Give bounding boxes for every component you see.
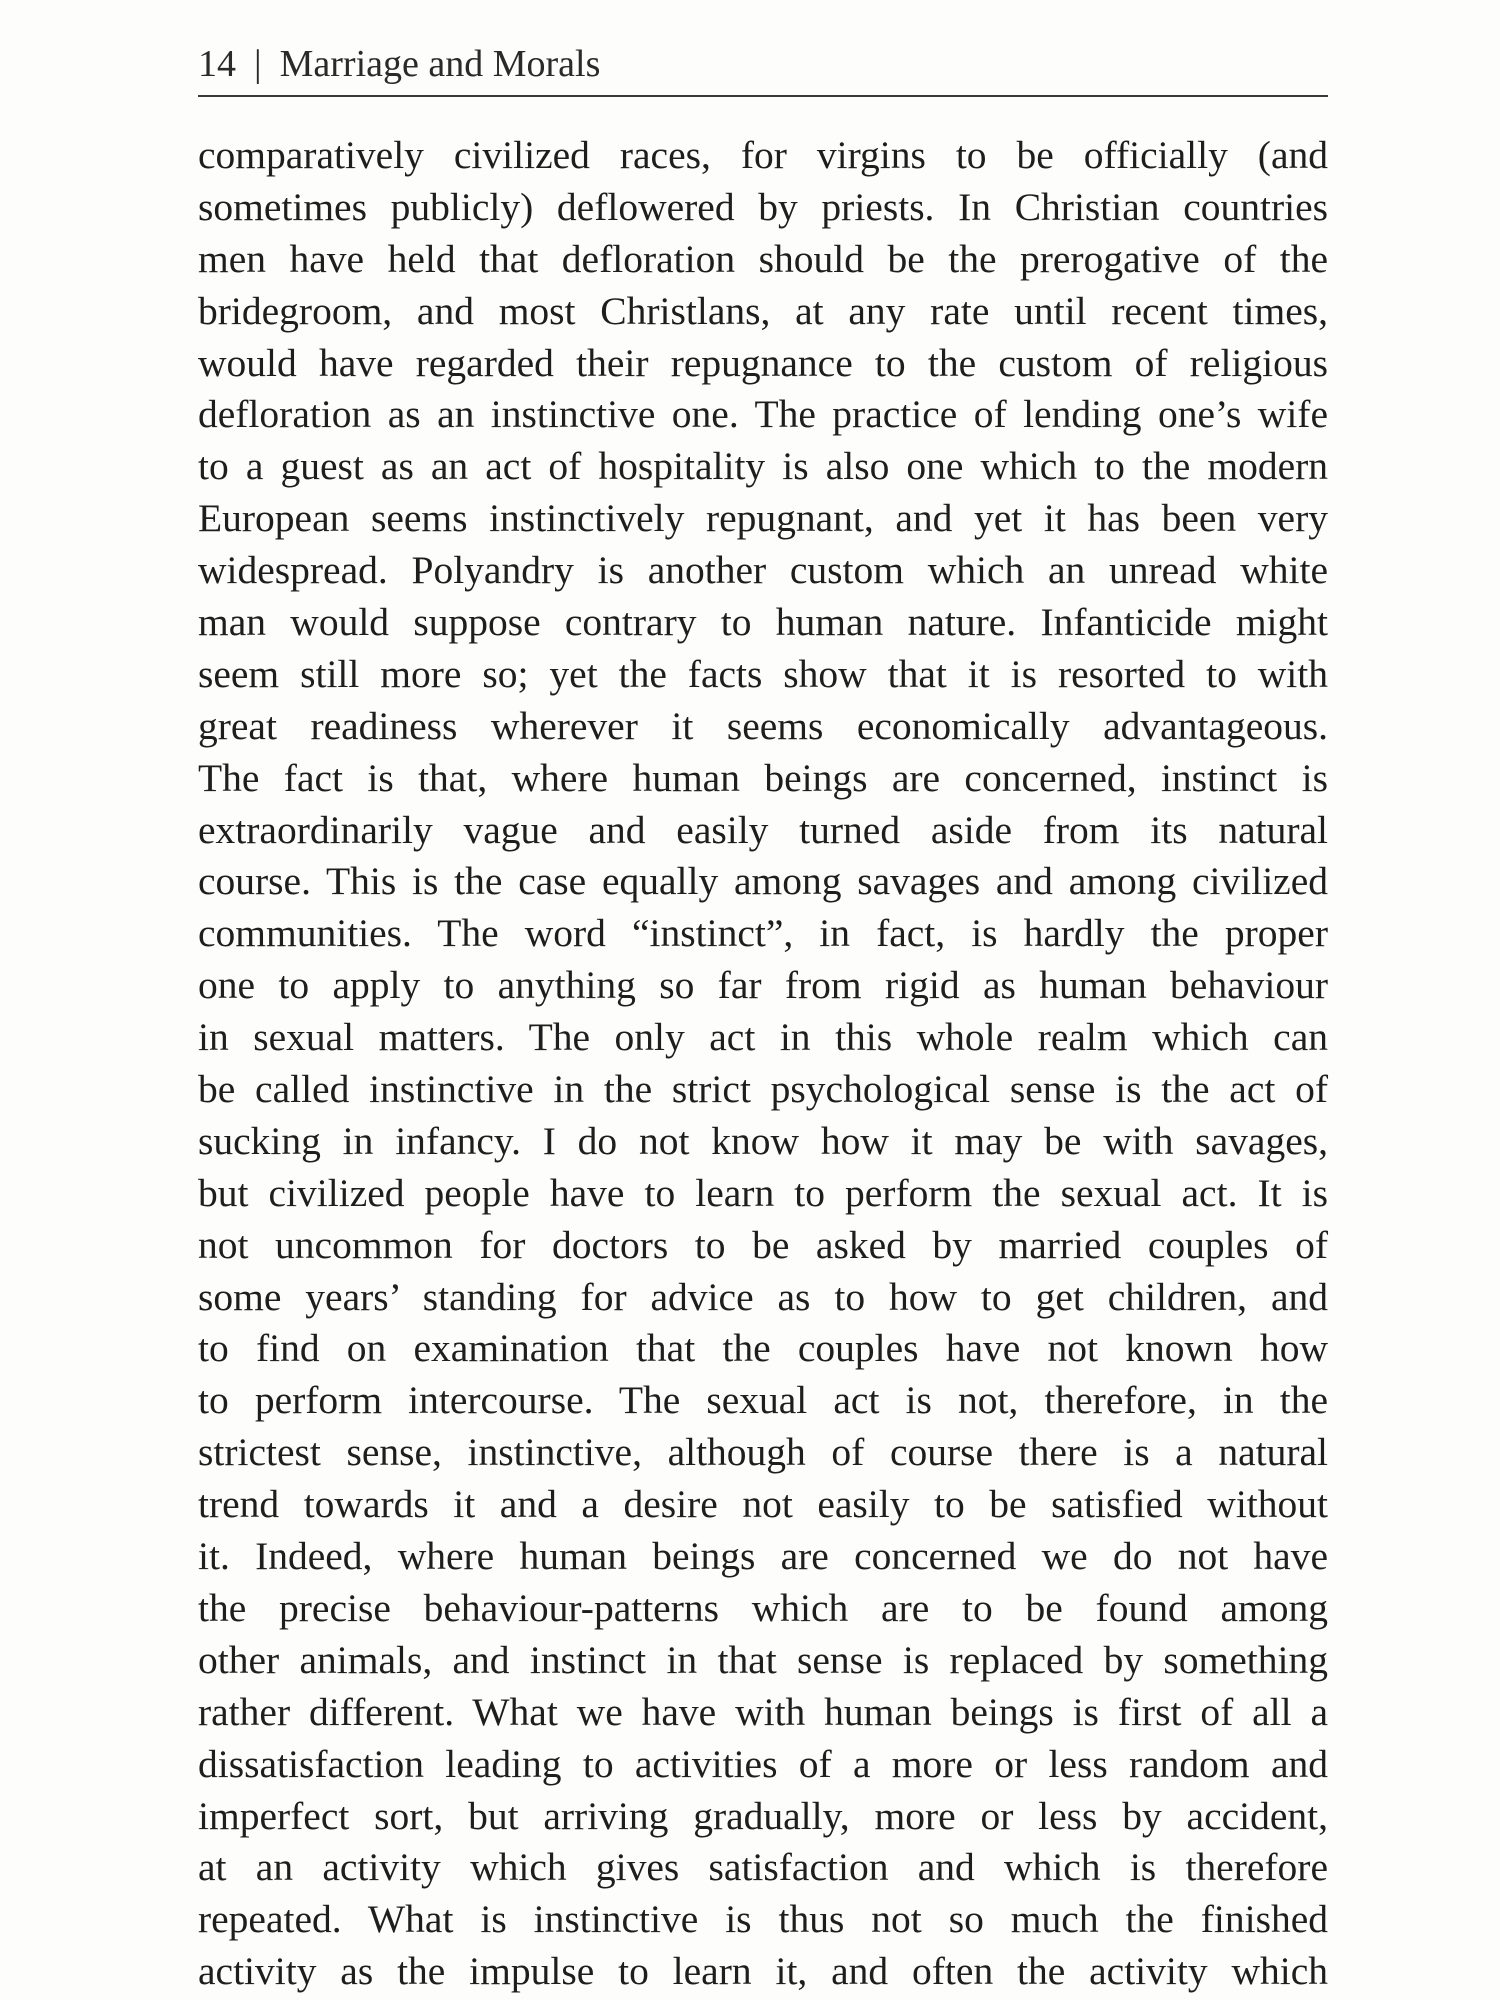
text-line: man would suppose contrary to human nature. Infanticide might (198, 600, 1328, 645)
text-line: communities. The word “instinct”, in fact, is hardly the proper (198, 911, 1328, 956)
text-line: not uncommon for doctors to be asked by married couples of (198, 1222, 1328, 1267)
running-head (198, 36, 1328, 92)
text-line: at an activity which gives satisfaction and which is therefore (198, 1845, 1328, 1890)
text-line: but civilized people have to learn to perform the sexual act. It is (198, 1170, 1328, 1215)
text-line: trend towards it and a desire not easily to be satisfied without (198, 1482, 1328, 1527)
text-line: in sexual matters. The only act in this whole realm which can (198, 1015, 1328, 1060)
text-line: rather different. What we have with human beings is first of all a (198, 1689, 1328, 1734)
text-line: dissatisfaction leading to activities of a more or less random and (198, 1741, 1328, 1786)
text-line: to perform intercourse. The sexual act is not, therefore, in the (198, 1378, 1328, 1423)
book-title: Marriage and Morals (279, 43, 601, 85)
text-line: comparatively civilized races, for virgins to be officially (and (198, 133, 1328, 177)
text-line: be called instinctive in the strict psychological sense is the act of (198, 1067, 1328, 1112)
text-line: European seems instinctively repugnant, and yet it has been very (198, 496, 1328, 541)
text-line: strictest sense, instinctive, although of course there is a natural (198, 1430, 1328, 1475)
text-line: to a guest as an act of hospitality is also one which to the modern (198, 444, 1328, 489)
text-line: men have held that defloration should be the prerogative of the (198, 236, 1328, 281)
text-line: extraordinarily vague and easily turned aside from its natural (198, 807, 1328, 852)
text-line: defloration as an instinctive one. The practice of lending one’s wife (198, 392, 1328, 437)
text-line: activity as the impulse to learn it, and often the activity which (198, 1949, 1328, 1994)
header-separator: | (254, 43, 262, 85)
text-line: great readiness wherever it seems economically advantageous. (198, 703, 1328, 748)
text-line: to find on examination that the couples have not known how (198, 1326, 1328, 1371)
text-line: seem still more so; yet the facts show that it is resorted to with (198, 651, 1328, 696)
text-line: repeated. What is instinctive is thus not so much the finished (198, 1897, 1328, 1942)
text-line: widespread. Polyandry is another custom which an unread white (198, 548, 1328, 593)
text-line: sucking in infancy. I do not know how it may be with savages, (198, 1118, 1328, 1163)
text-line: one to apply to anything so far from rigid as human behaviour (198, 963, 1328, 1008)
text-line: The fact is that, where human beings are concerned, instinct is (198, 755, 1328, 800)
page-number: 14 (198, 43, 236, 85)
text-line: imperfect sort, but arriving gradually, more or less by accident, (198, 1793, 1328, 1838)
text-line: sometimes publicly) deflowered by priests. In Christian countries (198, 184, 1328, 229)
header-rule (198, 95, 1328, 97)
body-text (198, 130, 1328, 1998)
text-line: bridegroom, and most Christlans, at any rate until recent times, (198, 288, 1328, 333)
text-line: it. Indeed, where human beings are concerned we do not have (198, 1534, 1328, 1579)
text-line: the precise behaviour-patterns which are to be found among (198, 1585, 1328, 1630)
text-line: other animals, and instinct in that sense is replaced by something (198, 1637, 1328, 1682)
text-line: some years’ standing for advice as to how to get children, and (198, 1274, 1328, 1319)
text-line: would have regarded their repugnance to the custom of religious (198, 340, 1328, 385)
text-line: course. This is the case equally among savages and among civilized (198, 859, 1328, 904)
